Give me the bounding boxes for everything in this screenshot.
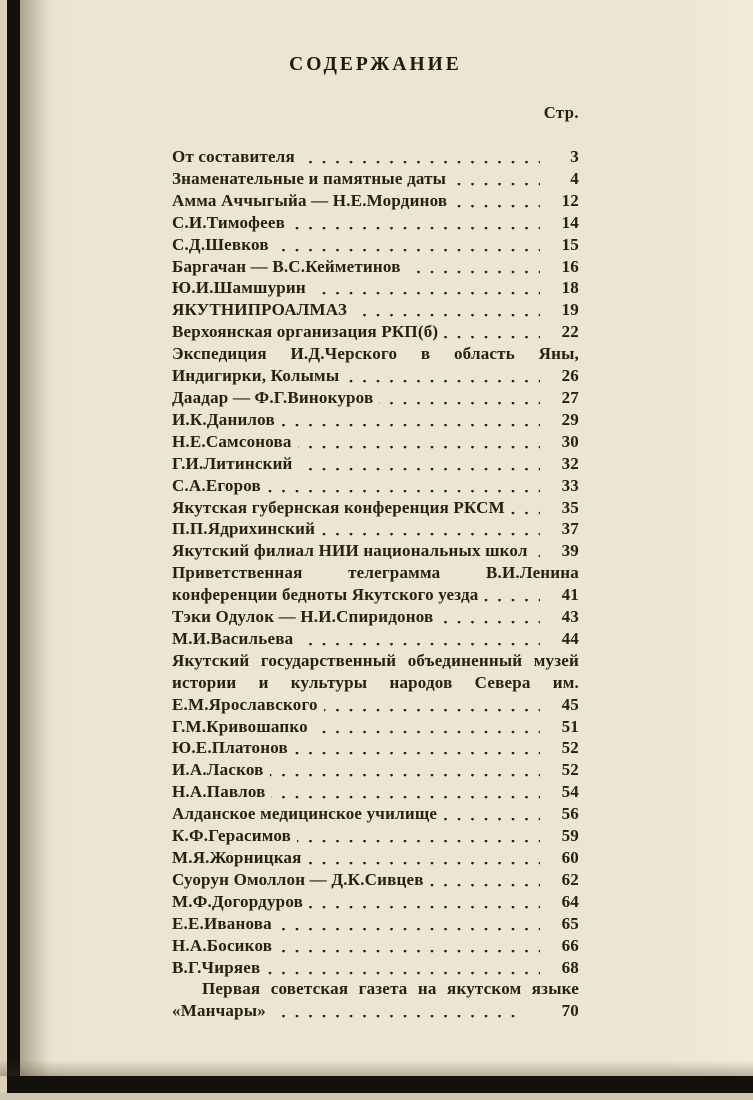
scan-edge-bottom-margin bbox=[0, 1093, 753, 1100]
toc-entry bbox=[172, 935, 579, 957]
toc-entry-title: Суорун Омоллон — Д.К.Сивцев bbox=[172, 870, 430, 889]
toc-entry-page-number: 66 bbox=[540, 935, 579, 957]
toc-entry-title: Приветственная телеграмма В.И.Ленина конференции бедноты Якутского уезда bbox=[172, 563, 579, 605]
toc-entry bbox=[172, 168, 579, 190]
toc-entry bbox=[172, 409, 579, 431]
toc-entry bbox=[172, 475, 579, 497]
toc-entry-title: Н.А.Босиков bbox=[172, 936, 278, 955]
toc-page bbox=[172, 54, 579, 1022]
toc-entry bbox=[172, 453, 579, 475]
toc-entry bbox=[172, 847, 579, 869]
toc-entry bbox=[172, 978, 579, 1022]
toc-entry-title: Баргачан — В.С.Кейметинов bbox=[172, 257, 407, 276]
toc-entry-title: П.П.Ядрихинский bbox=[172, 519, 321, 538]
toc-entry-page-number: 32 bbox=[540, 453, 579, 475]
toc-entry-page-number: 4 bbox=[540, 168, 579, 190]
toc-entry-title: Экспедиция И.Д.Черского в область Яны, Индигирки, Колымы bbox=[172, 344, 579, 386]
toc-entry bbox=[172, 650, 579, 716]
toc-entry-page-number: 51 bbox=[540, 716, 579, 738]
toc-entry bbox=[172, 803, 579, 825]
toc-entry bbox=[172, 497, 579, 519]
toc-entry-page-number: 56 bbox=[540, 803, 579, 825]
toc-entry-page-number: 19 bbox=[540, 299, 579, 321]
toc-entry bbox=[172, 606, 579, 628]
toc-entry-page-number: 27 bbox=[540, 387, 579, 409]
toc-entry bbox=[172, 562, 579, 606]
toc-entry-title: Знаменательные и памятные даты bbox=[172, 169, 452, 188]
toc-entry bbox=[172, 737, 579, 759]
toc-entry-title: Ю.И.Шамшурин bbox=[172, 278, 312, 297]
toc-entry-title: От составителя bbox=[172, 147, 301, 166]
toc-list bbox=[172, 146, 579, 1022]
toc-entry bbox=[172, 387, 579, 409]
toc-entry-page-number: 70 bbox=[523, 1000, 579, 1022]
toc-entry-page-number: 54 bbox=[540, 781, 579, 803]
toc-entry-page-number: 18 bbox=[540, 277, 579, 299]
toc-entry-title: Алданское медицинское училище bbox=[172, 804, 443, 823]
toc-entry-title: М.Я.Жорницкая bbox=[172, 848, 308, 867]
toc-entry-title: Якутский филиал НИИ национальных школ bbox=[172, 541, 534, 560]
toc-entry-page-number: 33 bbox=[540, 475, 579, 497]
page-number-column-header: Стр. bbox=[543, 103, 579, 122]
toc-entry-title: С.Д.Шевков bbox=[172, 235, 275, 254]
toc-entry-title: Якутский государственный объединенный музей истории и культуры народов Севера им. Е.М.Ярославского bbox=[172, 650, 579, 714]
toc-entry-title: Тэки Одулок — Н.И.Спиридонов bbox=[172, 607, 439, 626]
toc-entry bbox=[172, 759, 579, 781]
toc-entry bbox=[172, 212, 579, 234]
toc-entry-page-number: 64 bbox=[540, 891, 579, 913]
toc-entry bbox=[172, 190, 579, 212]
page-shadow-bottom bbox=[0, 1060, 753, 1076]
toc-entry-page-number: 43 bbox=[540, 606, 579, 628]
toc-entry bbox=[172, 716, 579, 738]
toc-entry-title: Даадар — Ф.Г.Винокуров bbox=[172, 388, 379, 407]
toc-entry bbox=[172, 431, 579, 453]
toc-entry-page-number: 30 bbox=[540, 431, 579, 453]
toc-entry-title: И.К.Данилов bbox=[172, 410, 281, 429]
toc-entry bbox=[172, 891, 579, 913]
toc-entry-title: Г.М.Кривошапко bbox=[172, 717, 314, 736]
toc-entry-page-number: 44 bbox=[540, 628, 579, 650]
toc-entry-title: Н.А.Павлов bbox=[172, 782, 271, 801]
toc-entry-page-number: 29 bbox=[540, 409, 579, 431]
toc-entry-page-number: 35 bbox=[540, 497, 579, 519]
toc-entry-page-number: 14 bbox=[540, 212, 579, 234]
toc-entry-page-number: 22 bbox=[540, 321, 579, 343]
toc-entry-page-number: 37 bbox=[540, 518, 579, 540]
toc-entry-title: Е.Е.Иванова bbox=[172, 914, 278, 933]
toc-entry-title: К.Ф.Герасимов bbox=[172, 826, 297, 845]
toc-entry-title: С.И.Тимофеев bbox=[172, 213, 291, 232]
scan-edge-left-margin bbox=[0, 0, 7, 1100]
toc-entry bbox=[172, 277, 579, 299]
toc-entry-title: И.А.Ласков bbox=[172, 760, 270, 779]
toc-entry-page-number: 59 bbox=[540, 825, 579, 847]
toc-entry bbox=[172, 540, 579, 562]
toc-entry-title: Н.Е.Самсонова bbox=[172, 432, 298, 451]
toc-entry-page-number: 12 bbox=[540, 190, 579, 212]
toc-entry-page-number: 41 bbox=[540, 584, 579, 606]
page-title: СОДЕРЖАНИЕ bbox=[289, 54, 462, 75]
toc-entry-title: М.И.Васильева bbox=[172, 629, 299, 648]
toc-entry-page-number: 3 bbox=[540, 146, 579, 168]
toc-entry bbox=[172, 518, 579, 540]
toc-entry-title: Ю.Е.Платонов bbox=[172, 738, 294, 757]
toc-entry bbox=[172, 825, 579, 847]
toc-entry bbox=[172, 628, 579, 650]
toc-entry-page-number: 15 bbox=[540, 234, 579, 256]
toc-entry bbox=[172, 913, 579, 935]
toc-entry-title: Верхоянская организация РКП(б) bbox=[172, 322, 444, 341]
scan-edge-left-bar bbox=[7, 0, 20, 1092]
toc-entry-page-number: 26 bbox=[540, 365, 579, 387]
toc-entry bbox=[172, 343, 579, 387]
toc-entry-page-number: 45 bbox=[540, 694, 579, 716]
toc-entry-title: Амма Аччыгыйа — Н.Е.Мординов bbox=[172, 191, 453, 210]
toc-entry bbox=[172, 957, 579, 979]
toc-entry-title: В.Г.Чиряев bbox=[172, 958, 266, 977]
toc-entry-title: Г.И.Литинский bbox=[172, 454, 299, 473]
toc-entry-page-number: 60 bbox=[540, 847, 579, 869]
toc-entry bbox=[172, 256, 579, 278]
toc-entry-page-number: 65 bbox=[540, 913, 579, 935]
toc-entry bbox=[172, 234, 579, 256]
page-gutter-shadow-left bbox=[20, 0, 50, 1100]
toc-entry-page-number: 52 bbox=[540, 759, 579, 781]
toc-entry-title: ЯКУТНИПРОАЛМАЗ bbox=[172, 300, 353, 319]
toc-entry-title: М.Ф.Догордуров bbox=[172, 892, 309, 911]
toc-entry bbox=[172, 869, 579, 891]
toc-entry bbox=[172, 321, 579, 343]
toc-entry bbox=[172, 781, 579, 803]
toc-entry-title: Якутская губернская конференция РКСМ bbox=[172, 498, 511, 517]
toc-entry-page-number: 16 bbox=[540, 256, 579, 278]
toc-entry bbox=[172, 299, 579, 321]
toc-entry-page-number: 68 bbox=[540, 957, 579, 979]
toc-entry-title: С.А.Егоров bbox=[172, 476, 267, 495]
toc-entry-page-number: 52 bbox=[540, 737, 579, 759]
toc-entry-page-number: 62 bbox=[540, 869, 579, 891]
toc-entry bbox=[172, 146, 579, 168]
scan-edge-bottom-bar bbox=[7, 1076, 753, 1093]
toc-entry-page-number: 39 bbox=[540, 540, 579, 562]
toc-entry-title: Первая советская газета на якутском языке «Манчары» bbox=[172, 979, 579, 1021]
